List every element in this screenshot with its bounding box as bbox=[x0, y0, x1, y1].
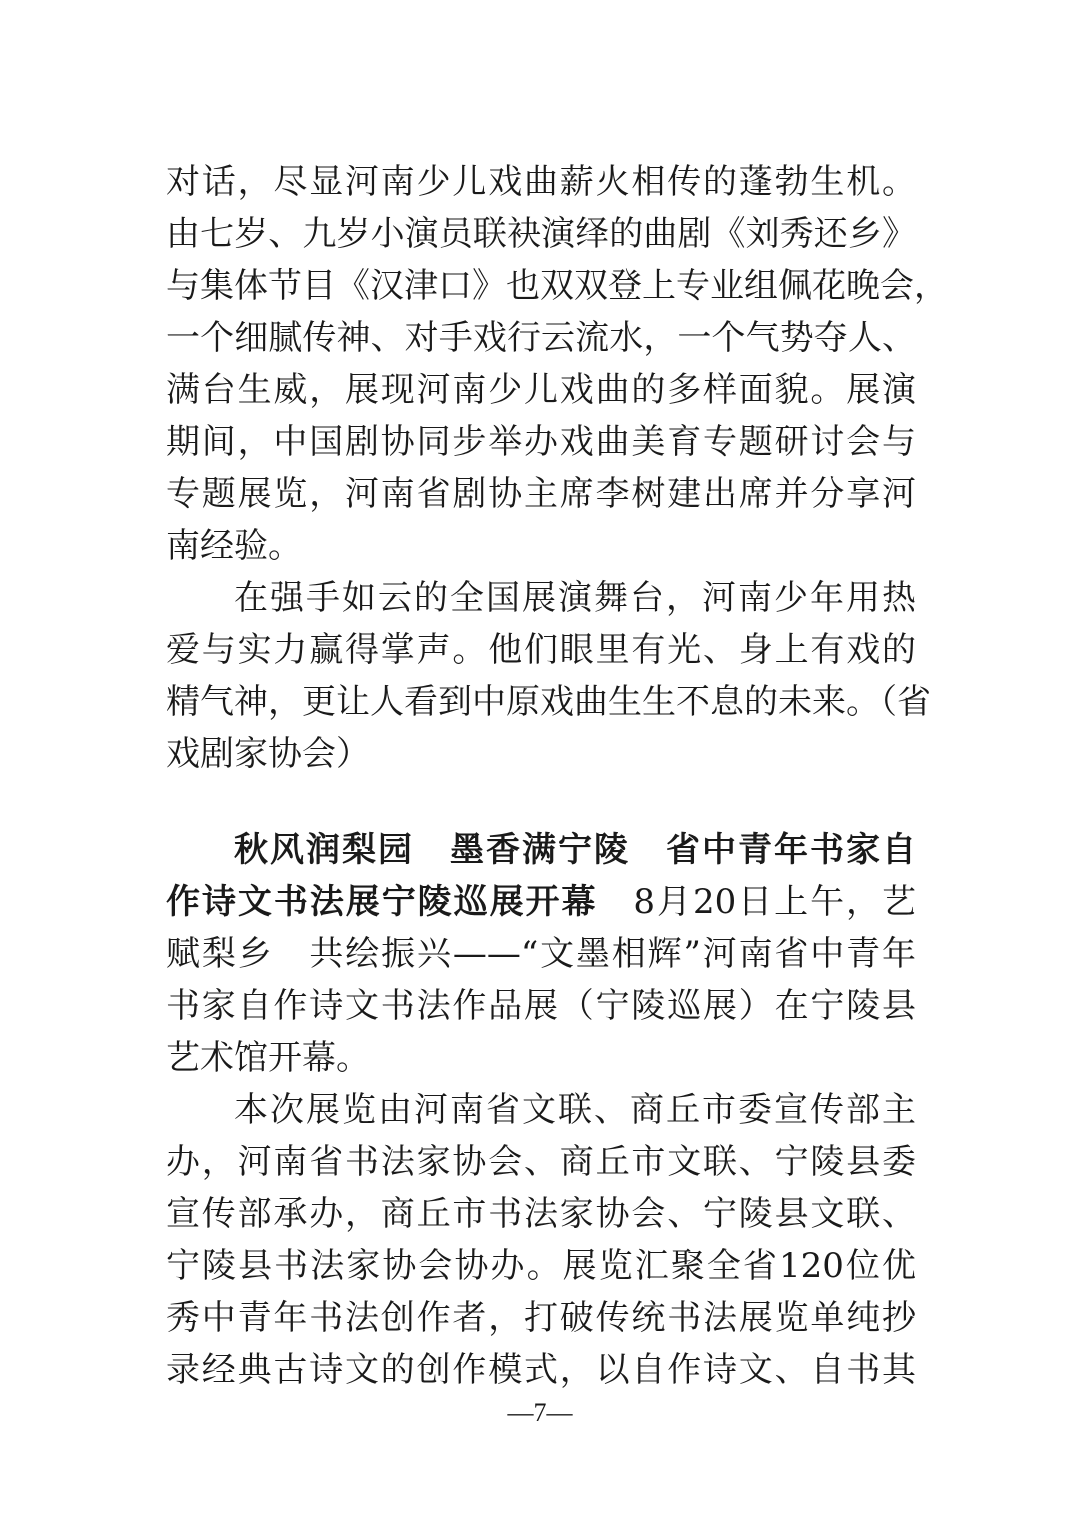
paragraph-line: 宣传部承办，商丘市书法家协会、宁陵县文联、 bbox=[166, 1194, 916, 1234]
paragraph-line: 对话，尽显河南少儿戏曲薪火相传的蓬勃生机。 bbox=[166, 162, 916, 202]
paragraph-line: 赋梨乡 共绘振兴——“文墨相辉”河南省中青年 bbox=[166, 934, 916, 974]
headline-lead-text: 8月20日上午，艺 bbox=[597, 882, 917, 922]
paragraph-line: 由七岁、九岁小演员联袂演绎的曲剧《刘秀还乡》 bbox=[166, 214, 916, 254]
paragraph-line: 办，河南省书法家协会、商丘市文联、宁陵县委 bbox=[166, 1142, 916, 1182]
paragraph-line: 与集体节目《汉津口》也双双登上专业组佩花晚会， bbox=[166, 266, 948, 306]
paragraph-line: 在强手如云的全国展演舞台，河南少年用热 bbox=[234, 578, 916, 618]
paragraph-line: 宁陵县书法家协会协办。展览汇聚全省120位优 bbox=[166, 1246, 916, 1286]
paragraph-line: 精气神，更让人看到中原戏曲生生不息的未来。（省 bbox=[166, 682, 931, 722]
headline-bold-text: 作诗文书法展宁陵巡展开幕 bbox=[166, 882, 598, 922]
paragraph-line: 期间，中国剧协同步举办戏曲美育专题研讨会与 bbox=[166, 422, 916, 462]
paragraph-line: 录经典古诗文的创作模式，以自作诗文、自书其 bbox=[166, 1350, 916, 1390]
article-headline-line2 bbox=[166, 878, 916, 926]
paragraph-line: 一个细腻传神、对手戏行云流水，一个气势夺人、 bbox=[166, 318, 916, 358]
paragraph-line: 戏剧家协会） bbox=[166, 734, 370, 774]
paragraph-line: 本次展览由河南省文联、商丘市委宣传部主 bbox=[234, 1090, 916, 1130]
paragraph-line: 秀中青年书法创作者，打破传统书法展览单纯抄 bbox=[166, 1298, 916, 1338]
paragraph-line: 专题展览，河南省剧协主席李树建出席并分享河 bbox=[166, 474, 916, 514]
paragraph-line: 艺术馆开幕。 bbox=[166, 1038, 370, 1078]
paragraph-line: 爱与实力赢得掌声。他们眼里有光、身上有戏的 bbox=[166, 630, 916, 670]
paragraph-line: 书家自作诗文书法作品展（宁陵巡展）在宁陵县 bbox=[166, 986, 916, 1026]
page-number: —7— bbox=[507, 1398, 573, 1427]
paragraph-line: 满台生威，展现河南少儿戏曲的多样面貌。展演 bbox=[166, 370, 916, 410]
article-headline: 秋风润梨园 墨香满宁陵 省中青年书家自 bbox=[234, 830, 916, 870]
paragraph-line: 南经验。 bbox=[166, 526, 302, 566]
